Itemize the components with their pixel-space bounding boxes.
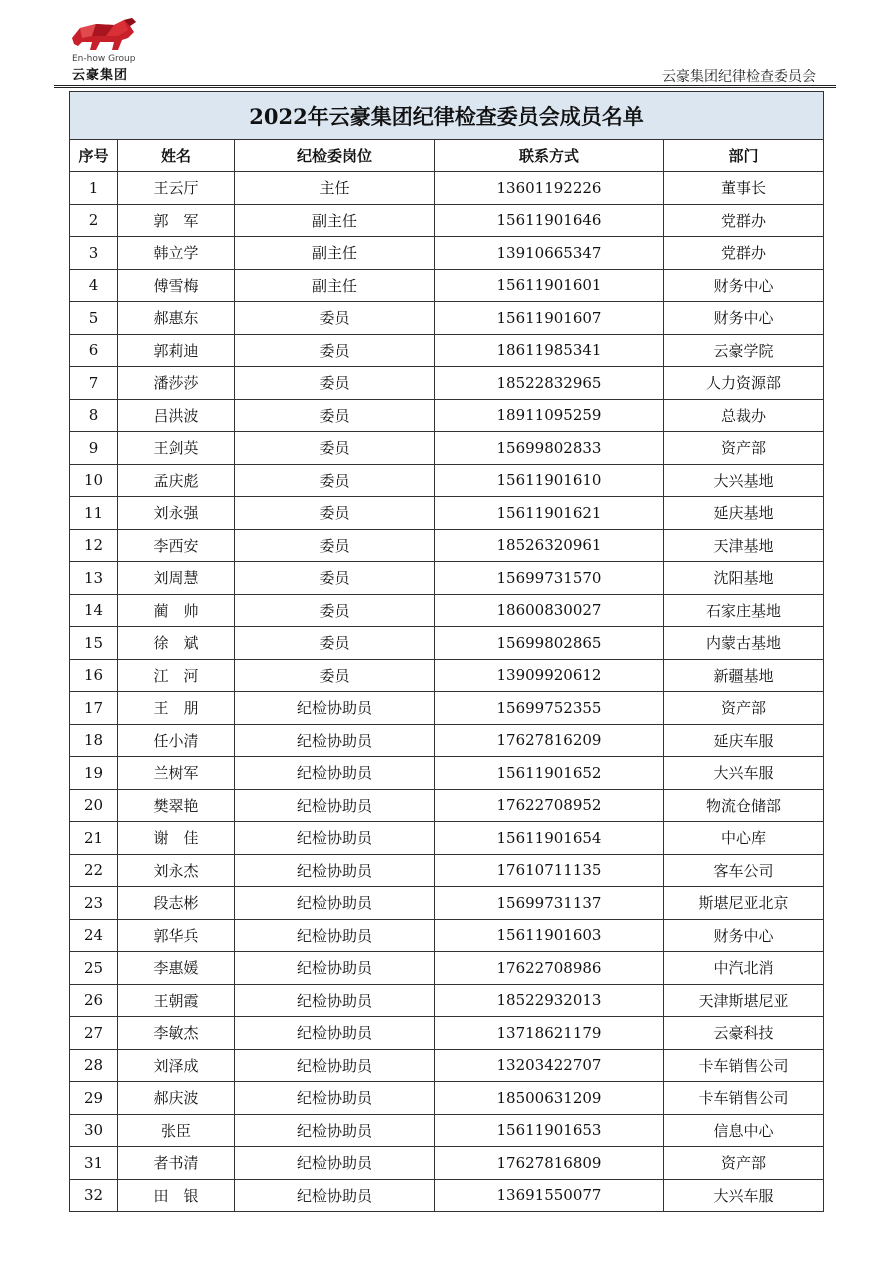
cell-index: 4 bbox=[70, 269, 118, 302]
cell-position: 委员 bbox=[235, 399, 435, 432]
cell-name: 傅雪梅 bbox=[118, 269, 235, 302]
cell-department: 财务中心 bbox=[664, 919, 824, 952]
cell-index: 19 bbox=[70, 757, 118, 790]
cell-position: 委员 bbox=[235, 529, 435, 562]
cell-position: 纪检协助员 bbox=[235, 1082, 435, 1115]
table-row bbox=[70, 334, 824, 367]
cell-contact: 15611901646 bbox=[435, 204, 664, 237]
table-row bbox=[70, 724, 824, 757]
cell-department: 客车公司 bbox=[664, 854, 824, 887]
cell-position: 纪检协助员 bbox=[235, 822, 435, 855]
table-row bbox=[70, 302, 824, 335]
table-row bbox=[70, 757, 824, 790]
cell-index: 24 bbox=[70, 919, 118, 952]
table-row bbox=[70, 887, 824, 920]
cell-department: 大兴车服 bbox=[664, 757, 824, 790]
table-row bbox=[70, 952, 824, 985]
cell-position: 委员 bbox=[235, 367, 435, 400]
cell-department: 卡车销售公司 bbox=[664, 1049, 824, 1082]
table-row bbox=[70, 204, 824, 237]
cell-department: 党群办 bbox=[664, 204, 824, 237]
cell-index: 16 bbox=[70, 659, 118, 692]
cell-index: 13 bbox=[70, 562, 118, 595]
cell-index: 23 bbox=[70, 887, 118, 920]
table-title: 2022年云豪集团纪律检查委员会成员名单 bbox=[70, 92, 824, 140]
cell-name: 刘泽成 bbox=[118, 1049, 235, 1082]
cell-position: 纪检协助员 bbox=[235, 854, 435, 887]
column-header-index: 序号 bbox=[70, 140, 118, 172]
cell-department: 资产部 bbox=[664, 692, 824, 725]
cell-department: 财务中心 bbox=[664, 269, 824, 302]
cell-position: 委员 bbox=[235, 432, 435, 465]
cell-index: 28 bbox=[70, 1049, 118, 1082]
table-row bbox=[70, 399, 824, 432]
table-row bbox=[70, 627, 824, 660]
cell-position: 纪检协助员 bbox=[235, 789, 435, 822]
cell-name: 田 银 bbox=[118, 1179, 235, 1212]
cell-name: 王剑英 bbox=[118, 432, 235, 465]
cell-index: 17 bbox=[70, 692, 118, 725]
cell-index: 11 bbox=[70, 497, 118, 530]
cell-index: 18 bbox=[70, 724, 118, 757]
cell-index: 12 bbox=[70, 529, 118, 562]
table-row bbox=[70, 562, 824, 595]
cell-department: 物流仓储部 bbox=[664, 789, 824, 822]
cell-department: 财务中心 bbox=[664, 302, 824, 335]
cell-index: 8 bbox=[70, 399, 118, 432]
cell-department: 大兴车服 bbox=[664, 1179, 824, 1212]
cell-position: 主任 bbox=[235, 172, 435, 205]
cell-contact: 13691550077 bbox=[435, 1179, 664, 1212]
cell-contact: 15699731137 bbox=[435, 887, 664, 920]
column-header-name: 姓名 bbox=[118, 140, 235, 172]
cell-name: 江 河 bbox=[118, 659, 235, 692]
cell-contact: 15611901652 bbox=[435, 757, 664, 790]
cell-contact: 15611901607 bbox=[435, 302, 664, 335]
cell-department: 新疆基地 bbox=[664, 659, 824, 692]
table-row bbox=[70, 919, 824, 952]
table-row bbox=[70, 789, 824, 822]
cell-position: 副主任 bbox=[235, 204, 435, 237]
cell-name: 王朝霞 bbox=[118, 984, 235, 1017]
cell-name: 张臣 bbox=[118, 1114, 235, 1147]
cell-index: 20 bbox=[70, 789, 118, 822]
cell-name: 徐 斌 bbox=[118, 627, 235, 660]
table-row bbox=[70, 237, 824, 270]
cell-department: 中汽北消 bbox=[664, 952, 824, 985]
cell-contact: 15611901601 bbox=[435, 269, 664, 302]
cell-position: 纪检协助员 bbox=[235, 919, 435, 952]
table-row bbox=[70, 497, 824, 530]
cell-name: 刘永杰 bbox=[118, 854, 235, 887]
cell-position: 纪检协助员 bbox=[235, 1179, 435, 1212]
cell-contact: 18500631209 bbox=[435, 1082, 664, 1115]
cell-department: 沈阳基地 bbox=[664, 562, 824, 595]
cell-position: 副主任 bbox=[235, 237, 435, 270]
cell-contact: 13718621179 bbox=[435, 1017, 664, 1050]
table-row bbox=[70, 529, 824, 562]
cell-department: 天津基地 bbox=[664, 529, 824, 562]
cell-contact: 15611901654 bbox=[435, 822, 664, 855]
table-row bbox=[70, 692, 824, 725]
cell-contact: 15611901610 bbox=[435, 464, 664, 497]
bull-logo-icon bbox=[66, 16, 140, 56]
cell-department: 云豪科技 bbox=[664, 1017, 824, 1050]
cell-contact: 17627816809 bbox=[435, 1147, 664, 1180]
cell-contact: 18522932013 bbox=[435, 984, 664, 1017]
cell-contact: 15611901653 bbox=[435, 1114, 664, 1147]
cell-position: 纪检协助员 bbox=[235, 984, 435, 1017]
table-row bbox=[70, 854, 824, 887]
cell-index: 5 bbox=[70, 302, 118, 335]
cell-contact: 15611901621 bbox=[435, 497, 664, 530]
cell-position: 委员 bbox=[235, 562, 435, 595]
table-row bbox=[70, 984, 824, 1017]
cell-index: 32 bbox=[70, 1179, 118, 1212]
table-header-row bbox=[70, 140, 824, 172]
cell-contact: 18600830027 bbox=[435, 594, 664, 627]
cell-contact: 13909920612 bbox=[435, 659, 664, 692]
cell-name: 樊翠艳 bbox=[118, 789, 235, 822]
company-logo bbox=[62, 16, 142, 83]
table-row bbox=[70, 464, 824, 497]
cell-position: 纪检协助员 bbox=[235, 887, 435, 920]
cell-contact: 18911095259 bbox=[435, 399, 664, 432]
member-table bbox=[69, 91, 824, 1212]
cell-contact: 15699802865 bbox=[435, 627, 664, 660]
table-row bbox=[70, 1017, 824, 1050]
header-organization: 云豪集团纪律检查委员会 bbox=[662, 69, 816, 85]
cell-contact: 18611985341 bbox=[435, 334, 664, 367]
column-header-contact: 联系方式 bbox=[435, 140, 664, 172]
cell-name: 王云厅 bbox=[118, 172, 235, 205]
cell-contact: 15699731570 bbox=[435, 562, 664, 595]
table-row bbox=[70, 594, 824, 627]
cell-index: 15 bbox=[70, 627, 118, 660]
header-divider bbox=[54, 85, 836, 86]
cell-name: 蔺 帅 bbox=[118, 594, 235, 627]
cell-contact: 18522832965 bbox=[435, 367, 664, 400]
cell-name: 孟庆彪 bbox=[118, 464, 235, 497]
cell-department: 石家庄基地 bbox=[664, 594, 824, 627]
cell-position: 委员 bbox=[235, 464, 435, 497]
table-row bbox=[70, 172, 824, 205]
cell-position: 副主任 bbox=[235, 269, 435, 302]
cell-contact: 17610711135 bbox=[435, 854, 664, 887]
cell-department: 党群办 bbox=[664, 237, 824, 270]
cell-index: 1 bbox=[70, 172, 118, 205]
cell-index: 30 bbox=[70, 1114, 118, 1147]
cell-position: 纪检协助员 bbox=[235, 692, 435, 725]
table-body bbox=[70, 172, 824, 1212]
cell-department: 大兴基地 bbox=[664, 464, 824, 497]
cell-department: 中心库 bbox=[664, 822, 824, 855]
cell-department: 内蒙古基地 bbox=[664, 627, 824, 660]
cell-department: 天津斯堪尼亚 bbox=[664, 984, 824, 1017]
cell-index: 22 bbox=[70, 854, 118, 887]
cell-name: 郭莉迪 bbox=[118, 334, 235, 367]
cell-name: 韩立学 bbox=[118, 237, 235, 270]
cell-contact: 13601192226 bbox=[435, 172, 664, 205]
table-row bbox=[70, 659, 824, 692]
cell-index: 14 bbox=[70, 594, 118, 627]
cell-name: 李西安 bbox=[118, 529, 235, 562]
cell-index: 6 bbox=[70, 334, 118, 367]
cell-position: 纪检协助员 bbox=[235, 1114, 435, 1147]
column-header-position: 纪检委岗位 bbox=[235, 140, 435, 172]
table-row bbox=[70, 269, 824, 302]
cell-position: 纪检协助员 bbox=[235, 1147, 435, 1180]
cell-name: 段志彬 bbox=[118, 887, 235, 920]
table-row bbox=[70, 367, 824, 400]
cell-contact: 15699802833 bbox=[435, 432, 664, 465]
cell-name: 潘莎莎 bbox=[118, 367, 235, 400]
cell-name: 郭 军 bbox=[118, 204, 235, 237]
cell-name: 刘永强 bbox=[118, 497, 235, 530]
table-row bbox=[70, 1049, 824, 1082]
cell-index: 31 bbox=[70, 1147, 118, 1180]
table-row bbox=[70, 1147, 824, 1180]
cell-index: 21 bbox=[70, 822, 118, 855]
cell-index: 27 bbox=[70, 1017, 118, 1050]
table-row bbox=[70, 1082, 824, 1115]
cell-index: 10 bbox=[70, 464, 118, 497]
cell-department: 卡车销售公司 bbox=[664, 1082, 824, 1115]
cell-position: 委员 bbox=[235, 659, 435, 692]
table-row bbox=[70, 1179, 824, 1212]
cell-name: 郝惠东 bbox=[118, 302, 235, 335]
cell-contact: 18526320961 bbox=[435, 529, 664, 562]
header-divider-secondary bbox=[54, 87, 836, 88]
cell-contact: 15611901603 bbox=[435, 919, 664, 952]
cell-contact: 17622708986 bbox=[435, 952, 664, 985]
cell-index: 7 bbox=[70, 367, 118, 400]
cell-department: 信息中心 bbox=[664, 1114, 824, 1147]
cell-position: 委员 bbox=[235, 334, 435, 367]
cell-index: 29 bbox=[70, 1082, 118, 1115]
column-header-department: 部门 bbox=[664, 140, 824, 172]
logo-text-cn: 云豪集团 bbox=[72, 68, 129, 83]
table-row bbox=[70, 1114, 824, 1147]
cell-position: 纪检协助员 bbox=[235, 724, 435, 757]
logo-text-en: En-how Group bbox=[72, 54, 136, 64]
cell-department: 人力资源部 bbox=[664, 367, 824, 400]
cell-name: 王 朋 bbox=[118, 692, 235, 725]
cell-index: 2 bbox=[70, 204, 118, 237]
cell-name: 刘周慧 bbox=[118, 562, 235, 595]
table-row bbox=[70, 822, 824, 855]
cell-department: 资产部 bbox=[664, 432, 824, 465]
cell-position: 纪检协助员 bbox=[235, 1017, 435, 1050]
cell-contact: 17627816209 bbox=[435, 724, 664, 757]
cell-department: 云豪学院 bbox=[664, 334, 824, 367]
cell-position: 委员 bbox=[235, 594, 435, 627]
cell-contact: 15699752355 bbox=[435, 692, 664, 725]
cell-index: 9 bbox=[70, 432, 118, 465]
cell-name: 兰树军 bbox=[118, 757, 235, 790]
cell-department: 总裁办 bbox=[664, 399, 824, 432]
cell-name: 任小清 bbox=[118, 724, 235, 757]
cell-department: 资产部 bbox=[664, 1147, 824, 1180]
cell-department: 斯堪尼亚北京 bbox=[664, 887, 824, 920]
cell-name: 吕洪波 bbox=[118, 399, 235, 432]
cell-position: 纪检协助员 bbox=[235, 1049, 435, 1082]
cell-name: 郝庆波 bbox=[118, 1082, 235, 1115]
cell-position: 委员 bbox=[235, 627, 435, 660]
cell-contact: 13910665347 bbox=[435, 237, 664, 270]
cell-index: 3 bbox=[70, 237, 118, 270]
table-row bbox=[70, 432, 824, 465]
cell-name: 者书清 bbox=[118, 1147, 235, 1180]
cell-department: 延庆车服 bbox=[664, 724, 824, 757]
cell-index: 26 bbox=[70, 984, 118, 1017]
cell-department: 董事长 bbox=[664, 172, 824, 205]
cell-position: 委员 bbox=[235, 302, 435, 335]
cell-position: 委员 bbox=[235, 497, 435, 530]
cell-position: 纪检协助员 bbox=[235, 952, 435, 985]
cell-contact: 13203422707 bbox=[435, 1049, 664, 1082]
cell-name: 谢 佳 bbox=[118, 822, 235, 855]
cell-name: 郭华兵 bbox=[118, 919, 235, 952]
cell-name: 李惠媛 bbox=[118, 952, 235, 985]
cell-name: 李敏杰 bbox=[118, 1017, 235, 1050]
cell-contact: 17622708952 bbox=[435, 789, 664, 822]
cell-department: 延庆基地 bbox=[664, 497, 824, 530]
cell-index: 25 bbox=[70, 952, 118, 985]
table-title-row bbox=[70, 92, 824, 140]
cell-position: 纪检协助员 bbox=[235, 757, 435, 790]
